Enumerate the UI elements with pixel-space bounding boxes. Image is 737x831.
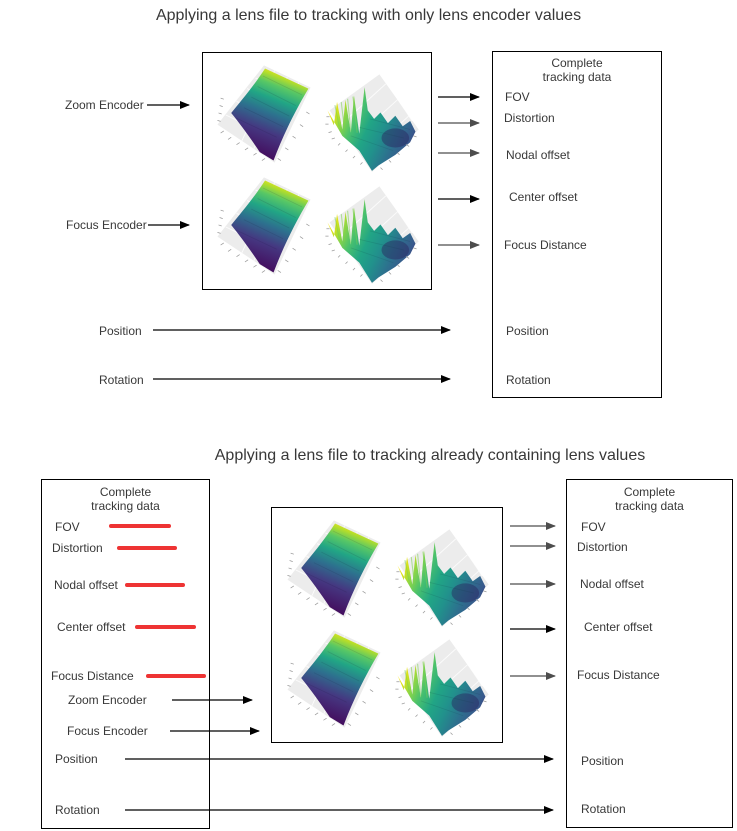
item-focus-distance-top: Focus Distance: [504, 238, 587, 252]
item-rotation-bottom: Rotation: [581, 802, 626, 816]
label-position-bottom: Position: [55, 752, 98, 766]
surface-plot-smooth: [281, 624, 387, 734]
item-focus-distance-struck: Focus Distance: [51, 669, 134, 683]
diagram-title-bottom: Applying a lens file to tracking already containing lens values: [214, 447, 646, 464]
box-header-line1: Complete: [623, 485, 676, 499]
item-fov-bottom: FOV: [581, 520, 606, 534]
box-header-line1: Complete: [551, 56, 603, 70]
strike-bar-center-offset: [135, 625, 196, 629]
box-header-source: [41, 485, 210, 513]
item-position-top: Position: [506, 324, 549, 338]
surface-plot-smooth: [281, 514, 387, 624]
item-fov-top: FOV: [505, 90, 530, 104]
box-header-line2: tracking data: [542, 70, 612, 84]
item-nodal-offset-top: Nodal offset: [506, 148, 570, 162]
label-zoom-encoder-top: Zoom Encoder: [65, 98, 144, 112]
box-header-line2: tracking data: [615, 499, 684, 513]
item-distortion-bottom: Distortion: [577, 540, 628, 554]
item-center-offset-top: Center offset: [509, 190, 578, 204]
strike-bar-nodal-offset: [125, 583, 185, 587]
item-center-offset-bottom: Center offset: [584, 620, 653, 634]
lens-file-box-bottom: [271, 507, 503, 743]
surface-plot-spiky: [319, 177, 425, 289]
surface-plot-smooth: [211, 59, 317, 169]
box-header-line1: Complete: [99, 485, 152, 499]
item-focus-distance-bottom: Focus Distance: [577, 668, 660, 682]
label-focus-encoder-bottom: Focus Encoder: [67, 724, 148, 738]
label-focus-encoder-top: Focus Encoder: [66, 218, 147, 232]
label-position-top: Position: [99, 324, 142, 338]
item-distortion-struck: Distortion: [52, 541, 103, 555]
strike-bar-fov: [109, 524, 171, 528]
item-rotation-top: Rotation: [506, 373, 551, 387]
item-nodal-offset-struck: Nodal offset: [54, 578, 118, 592]
box-header-line2: tracking data: [91, 499, 160, 513]
box-header-top: [492, 56, 662, 84]
strike-bar-distortion: [117, 546, 177, 550]
item-center-offset-struck: Center offset: [57, 620, 126, 634]
item-fov-struck: FOV: [55, 520, 80, 534]
diagram-title-top: Applying a lens file to tracking with only lens encoder values: [155, 7, 582, 24]
label-rotation-bottom: Rotation: [55, 803, 100, 817]
item-position-bottom: Position: [581, 754, 624, 768]
lens-file-box-top: [202, 52, 432, 290]
label-zoom-encoder-bottom: Zoom Encoder: [68, 693, 147, 707]
item-nodal-offset-bottom: Nodal offset: [580, 577, 644, 591]
surface-plot-spiky: [389, 520, 495, 632]
label-rotation-top: Rotation: [99, 373, 144, 387]
item-distortion-top: Distortion: [504, 111, 555, 125]
surface-plot-smooth: [211, 171, 317, 281]
box-header-bottom: [566, 485, 733, 513]
surface-plot-spiky: [319, 65, 425, 177]
surface-plot-spiky: [389, 630, 495, 742]
strike-bar-focus-distance: [146, 674, 206, 678]
